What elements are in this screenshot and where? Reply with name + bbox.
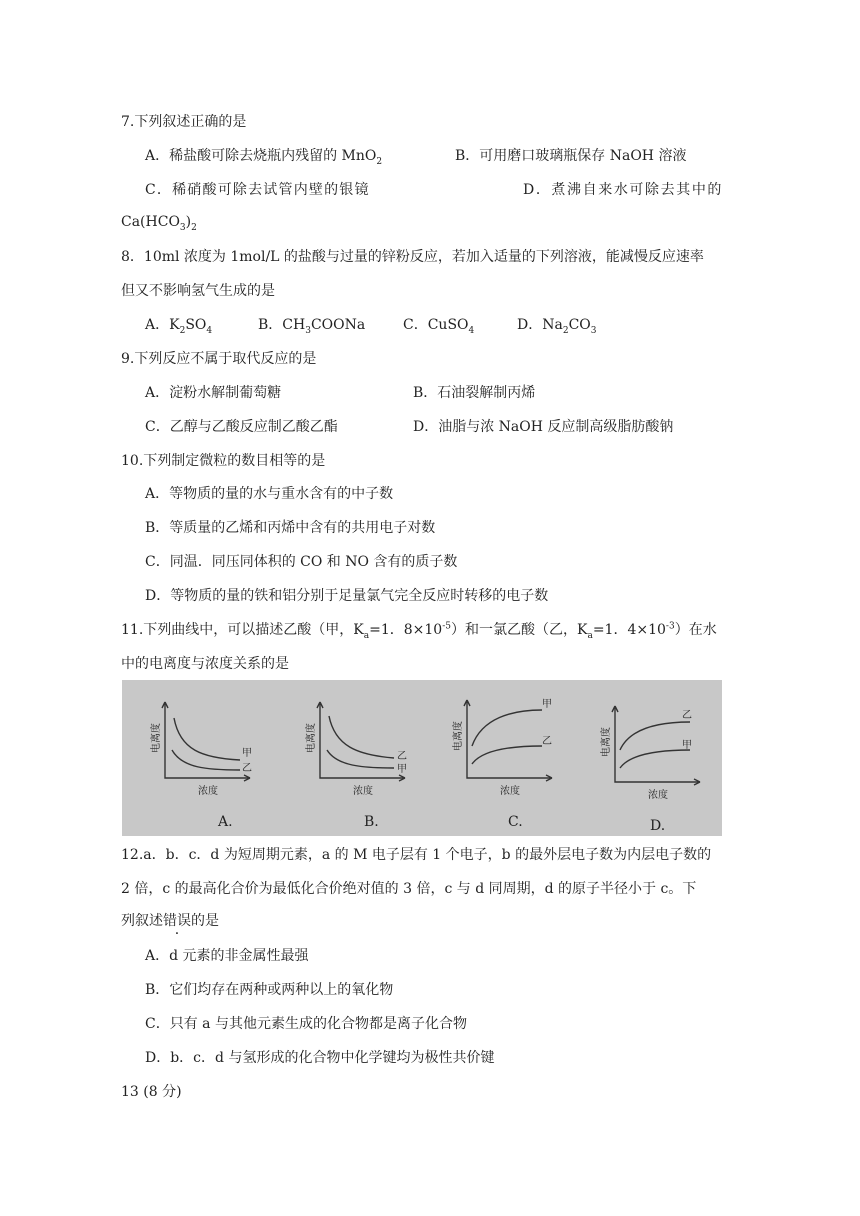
graph-b-xlabel: 浓度	[353, 786, 373, 797]
graph-a-xlabel: 浓度	[198, 786, 218, 797]
graph-b-label-yi: 乙	[397, 751, 407, 762]
q7-option-a: A．稀盐酸可除去烧瓶内残留的 MnO$_2$	[145, 148, 383, 167]
q7-stem: 7.下列叙述正确的是	[121, 114, 247, 130]
q9-option-a: A．淀粉水解制葡萄糖	[145, 385, 282, 401]
graph-a-axes	[165, 702, 250, 778]
q9-option-c: C．乙醇与乙酸反应制乙酸乙酯	[145, 419, 338, 435]
q8-stem-line2: 但又不影响氢气生成的是	[121, 283, 275, 299]
q10-option-c: C．同温．同压同体积的 CO 和 NO 含有的质子数	[145, 554, 458, 570]
q10-option-b: B．等质量的乙烯和丙烯中含有的共用电子对数	[145, 520, 436, 536]
graph-a-label-yi: 乙	[242, 763, 252, 774]
q7-option-b: B．可用磨口玻璃瓶保存 NaOH 溶液	[455, 148, 687, 164]
graph-a-ylabel: 电离度	[151, 723, 162, 753]
q10-option-a: A．等物质的量的水与重水含有的中子数	[145, 486, 394, 502]
q7-option-c: C．稀硝酸可除去试管内壁的银镜	[145, 182, 370, 198]
q8-option-a: A．$K_2SO_4$	[145, 317, 213, 336]
q7-option-d-continued: $Ca(HCO_3)_2$	[121, 214, 197, 233]
graph-c-caption: C.	[508, 814, 523, 830]
graph-b-ylabel: 电离度	[306, 723, 317, 753]
emphasis-word: 错误	[163, 913, 191, 929]
q12-option-d: D．b．c．d 与氢形成的化合物中化学键均为极性共价键	[145, 1050, 495, 1066]
q8-stem-line1: 8．10ml 浓度为 1mol/L 的盐酸与过量的锌粉反应，若加入适量的下列溶液，能减慢反应速率	[121, 249, 704, 265]
graph-d-curve-yi	[620, 722, 690, 750]
graph-b-caption: B.	[364, 814, 379, 830]
q11-graphs	[122, 680, 722, 836]
graph-b-curve-jia	[327, 750, 394, 768]
graph-a-curve-yi	[172, 750, 240, 770]
graph-c-xlabel: 浓度	[500, 786, 520, 797]
q13-stem: 13 (8 分)	[121, 1084, 182, 1100]
graph-d-curve-jia	[620, 750, 690, 768]
q12-stem-line3: 列叙述错误的是	[121, 913, 219, 929]
q11-figure	[122, 680, 722, 836]
q12-stem-line2: 2 倍，c 的最高化合价为最低化合价绝对值的 3 倍，c 与 d 同周期，d 的原子半径小于 c。下	[121, 881, 697, 897]
graph-c-label-yi: 乙	[542, 736, 552, 747]
q7-option-d: D．煮沸自来水可除去其中的	[523, 182, 724, 198]
graph-a-label-jia: 甲	[242, 748, 252, 759]
q8-option-d: D．$Na_2CO_3$	[517, 317, 597, 336]
graph-d-xlabel: 浓度	[648, 790, 668, 801]
graph-a-caption: A.	[218, 814, 233, 830]
q12-option-c: C．只有 a 与其他元素生成的化合物都是离子化合物	[145, 1016, 467, 1032]
graph-c-curve-yi	[472, 746, 542, 764]
graph-b	[317, 702, 405, 781]
graph-b-label-jia: 甲	[397, 764, 407, 775]
graph-d-label-yi: 乙	[682, 710, 692, 721]
q9-option-b: B．石油裂解制丙烯	[413, 385, 536, 401]
graph-b-curve-yi	[329, 716, 394, 758]
q10-option-d: D．等物质的量的铁和铝分别于足量氯气完全反应时转移的电子数	[145, 588, 549, 604]
q8-option-b: B．$CH_3COONa$	[258, 317, 366, 336]
graph-d-label-jia: 甲	[682, 740, 692, 751]
graph-a-curve-jia	[174, 718, 240, 760]
graph-d-ylabel: 电离度	[601, 727, 612, 757]
q12-option-b: B．它们均存在两种或两种以上的氧化物	[145, 982, 394, 998]
q12-option-a: A．d 元素的非金属性最强	[145, 948, 309, 964]
graph-d-caption: D.	[650, 818, 666, 834]
graph-c-axes	[467, 700, 552, 778]
q10-stem: 10.下列制定微粒的数目相等的是	[121, 453, 326, 469]
q11-stem-line1: 11.下列曲线中，可以描述乙酸（甲，$K_a=1$．$8\times 10^{-5}$）和一氯乙酸（乙，$K_a=1$．$4\times 10^{-3}$）在水	[121, 621, 717, 641]
graph-c	[464, 700, 552, 781]
q12-stem-line1: 12.a．b．c．d 为短周期元素，a 的 M 电子层有 1 个电子，b 的最外层电子数为内层电子数的	[121, 847, 712, 863]
graph-c-label-jia: 甲	[542, 699, 552, 710]
q8-option-c: C．CuSO$_4$	[403, 317, 475, 336]
q11-stem-line2: 中的电离度与浓度关系的是	[121, 656, 289, 672]
graph-c-curve-jia	[472, 710, 542, 746]
graph-a	[162, 702, 250, 781]
q9-stem: 9.下列反应不属于取代反应的是	[121, 351, 317, 367]
q9-option-d: D．油脂与浓 NaOH 反应制高级脂肪酸钠	[413, 419, 674, 435]
graph-c-ylabel: 电离度	[453, 721, 464, 751]
